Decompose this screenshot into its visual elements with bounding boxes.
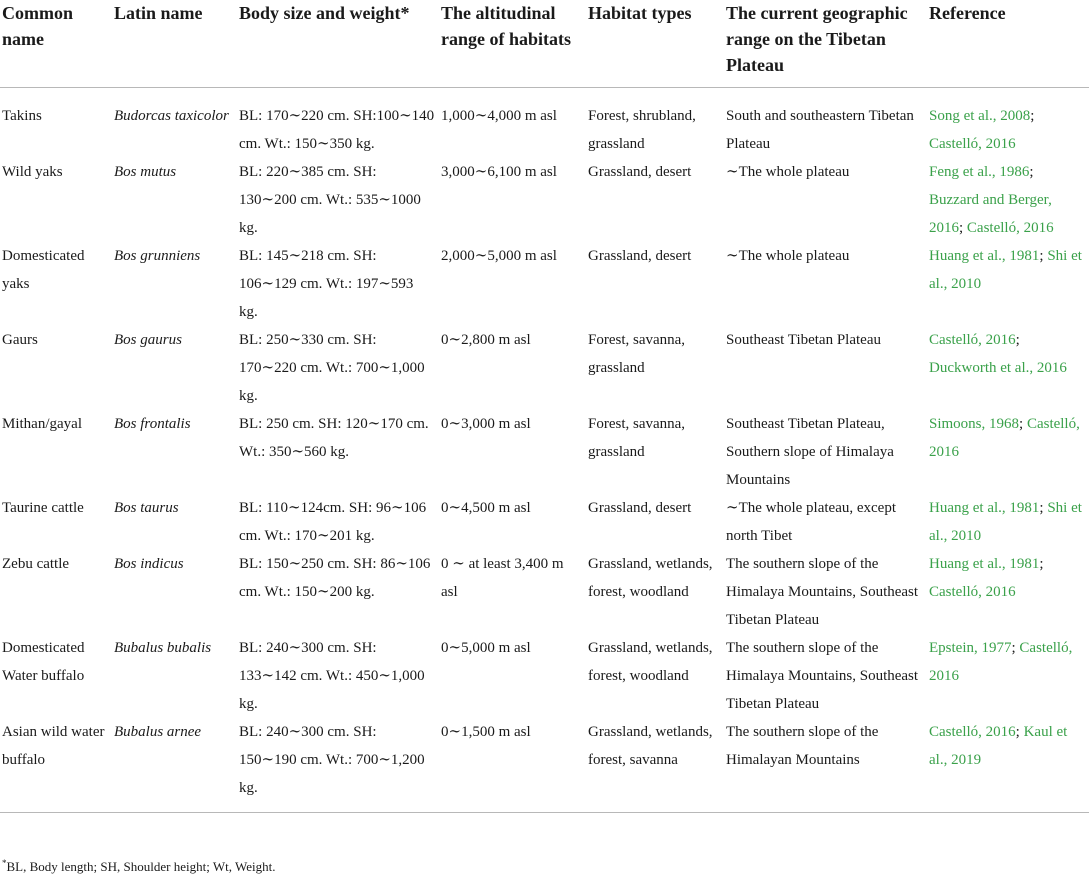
header-row	[0, 0, 1089, 88]
table-row	[0, 242, 1089, 326]
cell-habitat: Forest, savanna, grassland	[588, 332, 686, 376]
cell-latin-name: Bos taurus	[114, 500, 179, 516]
header-altitude: The altitudinal range of habitats	[439, 0, 586, 88]
cell-reference: Huang et al., 1981; Castelló, 2016	[929, 556, 1044, 600]
reference-link[interactable]: Shi et al., 2010	[929, 248, 1082, 292]
cell-reference: Castelló, 2016; Duckworth et al., 2016	[929, 332, 1067, 376]
cell-habitat: Forest, shrubland, grassland	[588, 108, 696, 152]
reference-link[interactable]: Kaul et al., 2019	[929, 724, 1068, 768]
table-row	[0, 634, 1089, 718]
cell-latin-name: Bos indicus	[114, 556, 184, 572]
cell-habitat: Grassland, wetlands, forest, savanna	[586, 718, 724, 813]
reference-link[interactable]: Shi et al., 2010	[929, 500, 1082, 544]
cell-altitude: 0∼3,000 m asl	[441, 416, 531, 432]
cell-common-name: Asian wild water buffalo	[0, 718, 112, 813]
cell-common-name: Zebu cattle	[2, 556, 70, 572]
reference-link[interactable]: Castelló, 2016	[966, 220, 1054, 236]
reference-link[interactable]: Huang et al., 1981	[929, 500, 1040, 516]
cell-reference: Castelló, 2016; Kaul et al., 2019	[927, 718, 1089, 813]
cell-latin-name: Bubalus arnee	[112, 718, 237, 813]
cell-geo-range: ∼The whole plateau, except north Tibet	[726, 500, 896, 544]
cell-common-name: Takins	[2, 108, 42, 124]
cell-altitude: 0 ∼ at least 3,400 m asl	[441, 556, 564, 600]
cell-habitat: Grassland, desert	[588, 164, 692, 180]
cell-common-name: Mithan/gayal	[2, 416, 82, 432]
cell-common-name: Domesticated Water buffalo	[2, 640, 85, 684]
reference-link[interactable]: Castelló, 2016	[929, 136, 1016, 152]
cell-latin-name: Bos grunniens	[114, 248, 201, 264]
cell-altitude: 2,000∼5,000 m asl	[441, 248, 557, 264]
cell-reference: Epstein, 1977; Castelló, 2016	[929, 640, 1073, 684]
cell-altitude: 0∼4,500 m asl	[441, 500, 531, 516]
table-row	[0, 158, 1089, 242]
cell-body-size: BL: 170∼220 cm. SH:100∼140 cm. Wt.: 150∼350 kg.	[239, 108, 435, 152]
cell-altitude: 1,000∼4,000 m asl	[441, 108, 557, 124]
cell-geo-range: The southern slope of the Himalaya Mountains, Southeast Tibetan Plateau	[726, 556, 919, 628]
header-common-name: Common name	[0, 0, 112, 88]
cell-habitat: Grassland, wetlands, forest, woodland	[588, 640, 713, 684]
cell-latin-name: Bos mutus	[114, 164, 177, 180]
cell-body-size: BL: 240∼300 cm. SH: 133∼142 cm. Wt.: 450∼1,000 kg.	[239, 640, 425, 712]
cell-geo-range: Southeast Tibetan Plateau, Southern slope of Himalaya Mountains	[726, 416, 894, 488]
header-habitat: Habitat types	[586, 0, 724, 88]
cell-geo-range: South and southeastern Tibetan Plateau	[726, 108, 914, 152]
cell-altitude: 0∼5,000 m asl	[441, 640, 531, 656]
cell-body-size: BL: 220∼385 cm. SH: 130∼200 cm. Wt.: 535∼1000 kg.	[239, 164, 421, 236]
cell-reference: Huang et al., 1981; Shi et al., 2010	[929, 248, 1082, 292]
reference-link[interactable]: Buzzard and Berger, 2016	[929, 192, 1052, 236]
header-geo-range: The current geographic range on the Tibetan Plateau	[724, 0, 927, 88]
table-row	[0, 88, 1089, 159]
cell-reference: Huang et al., 1981; Shi et al., 2010	[929, 500, 1082, 544]
cell-geo-range: ∼The whole plateau	[726, 164, 850, 180]
reference-link[interactable]: Epstein, 1977	[929, 640, 1012, 656]
cell-geo-range: The southern slope of the Himalayan Mountains	[724, 718, 927, 813]
cell-common-name: Gaurs	[2, 332, 38, 348]
cell-body-size: BL: 250 cm. SH: 120∼170 cm. Wt.: 350∼560 kg.	[239, 416, 429, 460]
cell-latin-name: Bos gaurus	[114, 332, 182, 348]
cell-habitat: Grassland, wetlands, forest, woodland	[588, 556, 713, 600]
cell-common-name: Domesticated yaks	[2, 248, 85, 292]
reference-link[interactable]: Song et al., 2008	[929, 108, 1031, 124]
cell-altitude: 0∼2,800 m asl	[441, 332, 531, 348]
cell-body-size: BL: 250∼330 cm. SH: 170∼220 cm. Wt.: 700∼1,000 kg.	[239, 332, 425, 404]
cell-body-size: BL: 110∼124cm. SH: 96∼106 cm. Wt.: 170∼201 kg.	[239, 500, 427, 544]
cell-latin-name: Bubalus bubalis	[114, 640, 212, 656]
cell-geo-range: ∼The whole plateau	[726, 248, 850, 264]
reference-link[interactable]: Castelló, 2016	[929, 332, 1016, 348]
table-row	[0, 494, 1089, 550]
reference-link[interactable]: Castelló, 2016	[929, 416, 1080, 460]
reference-link[interactable]: Castelló, 2016	[929, 584, 1016, 600]
cell-body-size: BL: 145∼218 cm. SH: 106∼129 cm. Wt.: 197∼593 kg.	[239, 248, 414, 320]
table-header	[0, 0, 1089, 88]
reference-link[interactable]: Huang et al., 1981	[929, 248, 1040, 264]
cell-latin-name: Budorcas taxicolor	[114, 108, 229, 124]
footnote-text: BL, Body length; SH, Shoulder height; Wt, Weight.	[6, 859, 276, 874]
cell-habitat: Grassland, desert	[588, 248, 692, 264]
reference-link[interactable]: Simoons, 1968	[929, 416, 1020, 432]
cell-reference: Feng et al., 1986; Buzzard and Berger, 2016; Castelló, 2016	[929, 164, 1054, 236]
table-footnote	[2, 858, 275, 876]
footnote-mark: *	[2, 858, 7, 868]
reference-link[interactable]: Castelló, 2016	[929, 640, 1073, 684]
cell-habitat: Forest, savanna, grassland	[588, 416, 686, 460]
cell-body-size: BL: 240∼300 cm. SH: 150∼190 cm. Wt.: 700∼1,200 kg.	[237, 718, 439, 813]
table-row	[0, 410, 1089, 494]
reference-link[interactable]: Huang et al., 1981	[929, 556, 1040, 572]
cell-latin-name: Bos frontalis	[114, 416, 191, 432]
cell-common-name: Taurine cattle	[2, 500, 84, 516]
cell-geo-range: The southern slope of the Himalaya Mountains, Southeast Tibetan Plateau	[726, 640, 919, 712]
reference-link[interactable]: Feng et al., 1986	[929, 164, 1030, 180]
reference-link[interactable]: Castelló, 2016	[929, 724, 1016, 740]
table-body	[0, 88, 1089, 813]
header-reference: Reference	[927, 0, 1089, 88]
cell-altitude: 0∼1,500 m asl	[439, 718, 586, 813]
cell-reference: Song et al., 2008; Castelló, 2016	[929, 108, 1035, 152]
cell-habitat: Grassland, desert	[588, 500, 692, 516]
cell-common-name: Wild yaks	[2, 164, 63, 180]
cell-reference: Simoons, 1968; Castelló, 2016	[929, 416, 1080, 460]
header-latin-name: Latin name	[112, 0, 237, 88]
table-row	[0, 550, 1089, 634]
cell-altitude: 3,000∼6,100 m asl	[441, 164, 557, 180]
header-body-size: Body size and weight*	[237, 0, 439, 88]
cell-geo-range: Southeast Tibetan Plateau	[726, 332, 881, 348]
table-row	[0, 326, 1089, 410]
cell-body-size: BL: 150∼250 cm. SH: 86∼106 cm. Wt.: 150∼200 kg.	[239, 556, 431, 600]
reference-link[interactable]: Duckworth et al., 2016	[929, 360, 1067, 376]
table-row	[0, 718, 1089, 813]
